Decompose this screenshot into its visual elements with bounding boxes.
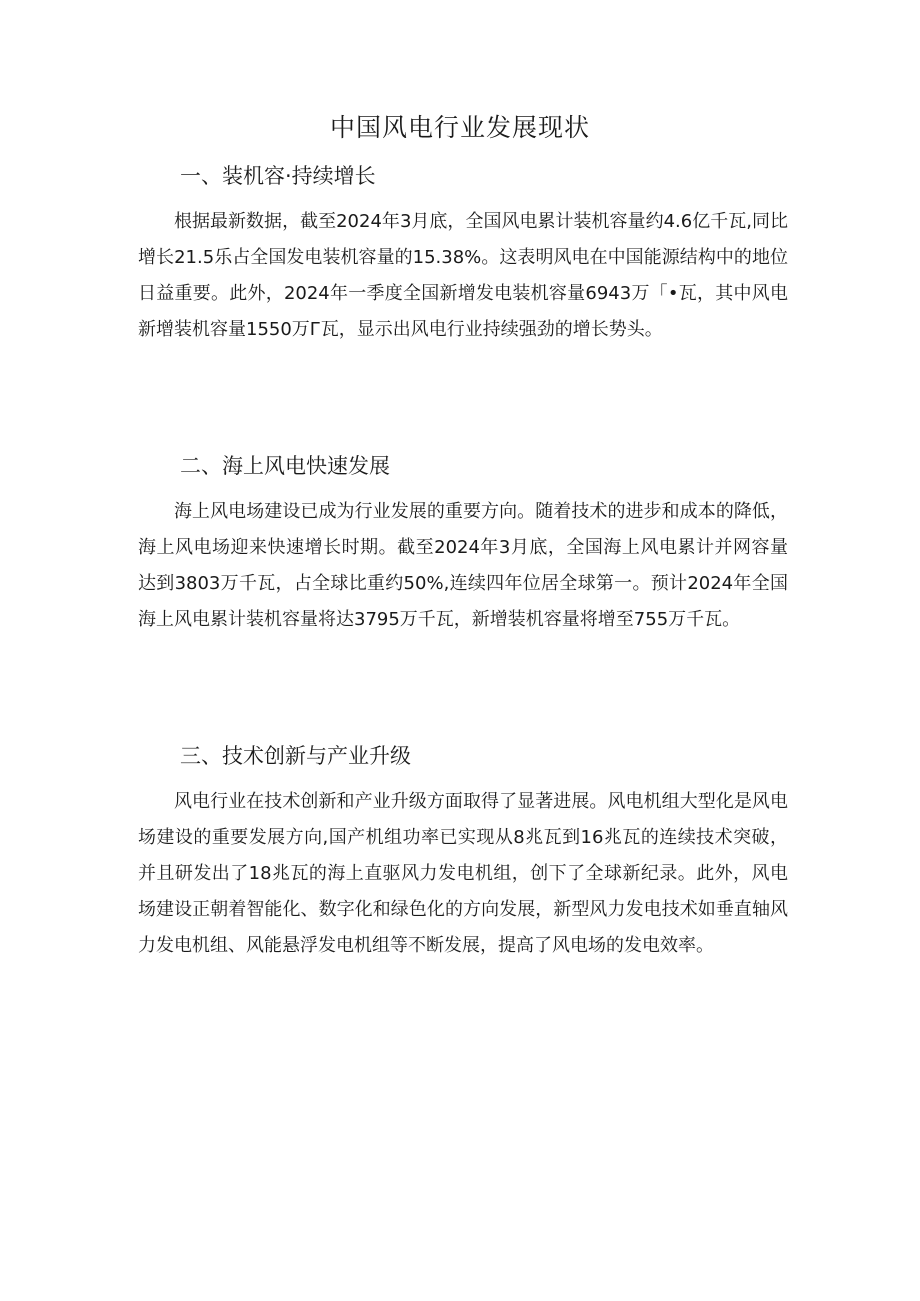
section-heading: 二、海上风电快速发展: [180, 454, 390, 478]
document-title: 中国风电行业发展现状: [329, 113, 590, 142]
section-offshore-wind: [138, 450, 788, 638]
section-heading: 三、技术创新与产业升级: [180, 744, 411, 768]
section-tech-innovation: [138, 740, 788, 964]
section-paragraph: 根据最新数据，截至2024年3月底，全国风电累计装机容量约4.6亿千瓦,同比增长21.5乐占全国发电装机容量的15.38%。这表明风电在中国能源结构中的地位日益重要。此外，2024年一季度全国新增发电装机容量6943万「•瓦，其中风电新增装机容量1550万Г瓦，显示出风电行业持续强劲的增长势头。: [138, 211, 788, 340]
section-paragraph: 海上风电场建设已成为行业发展的重要方向。随着技术的进步和成本的降低，海上风电场迎来快速增长时期。截至2024年3月底，全国海上风电累计并网容量达到3803万千瓦，占全球比重约50%,连续四年位居全球第一。预计2024年全国海上风电累计装机容量将达3795万千瓦，新增装机容量将增至755万千瓦。: [138, 501, 788, 630]
section-heading: 一、装机容·持续增长: [180, 164, 376, 188]
section-paragraph: 风电行业在技术创新和产业升级方面取得了显著进展。风电机组大型化是风电场建设的重要发展方向,国产机组功率已实现从8兆瓦到16兆瓦的连续技术突破，并且研发出了18兆瓦的海上直驱风力发电机组，创下了全球新纪录。此外，风电场建设正朝着智能化、数字化和绿色化的方向发展，新型风力发电技术如垂直轴风力发电机组、风能悬浮发电机组等不断发展，提高了风电场的发电效率。: [138, 791, 788, 956]
section-installed-capacity: [138, 160, 788, 348]
